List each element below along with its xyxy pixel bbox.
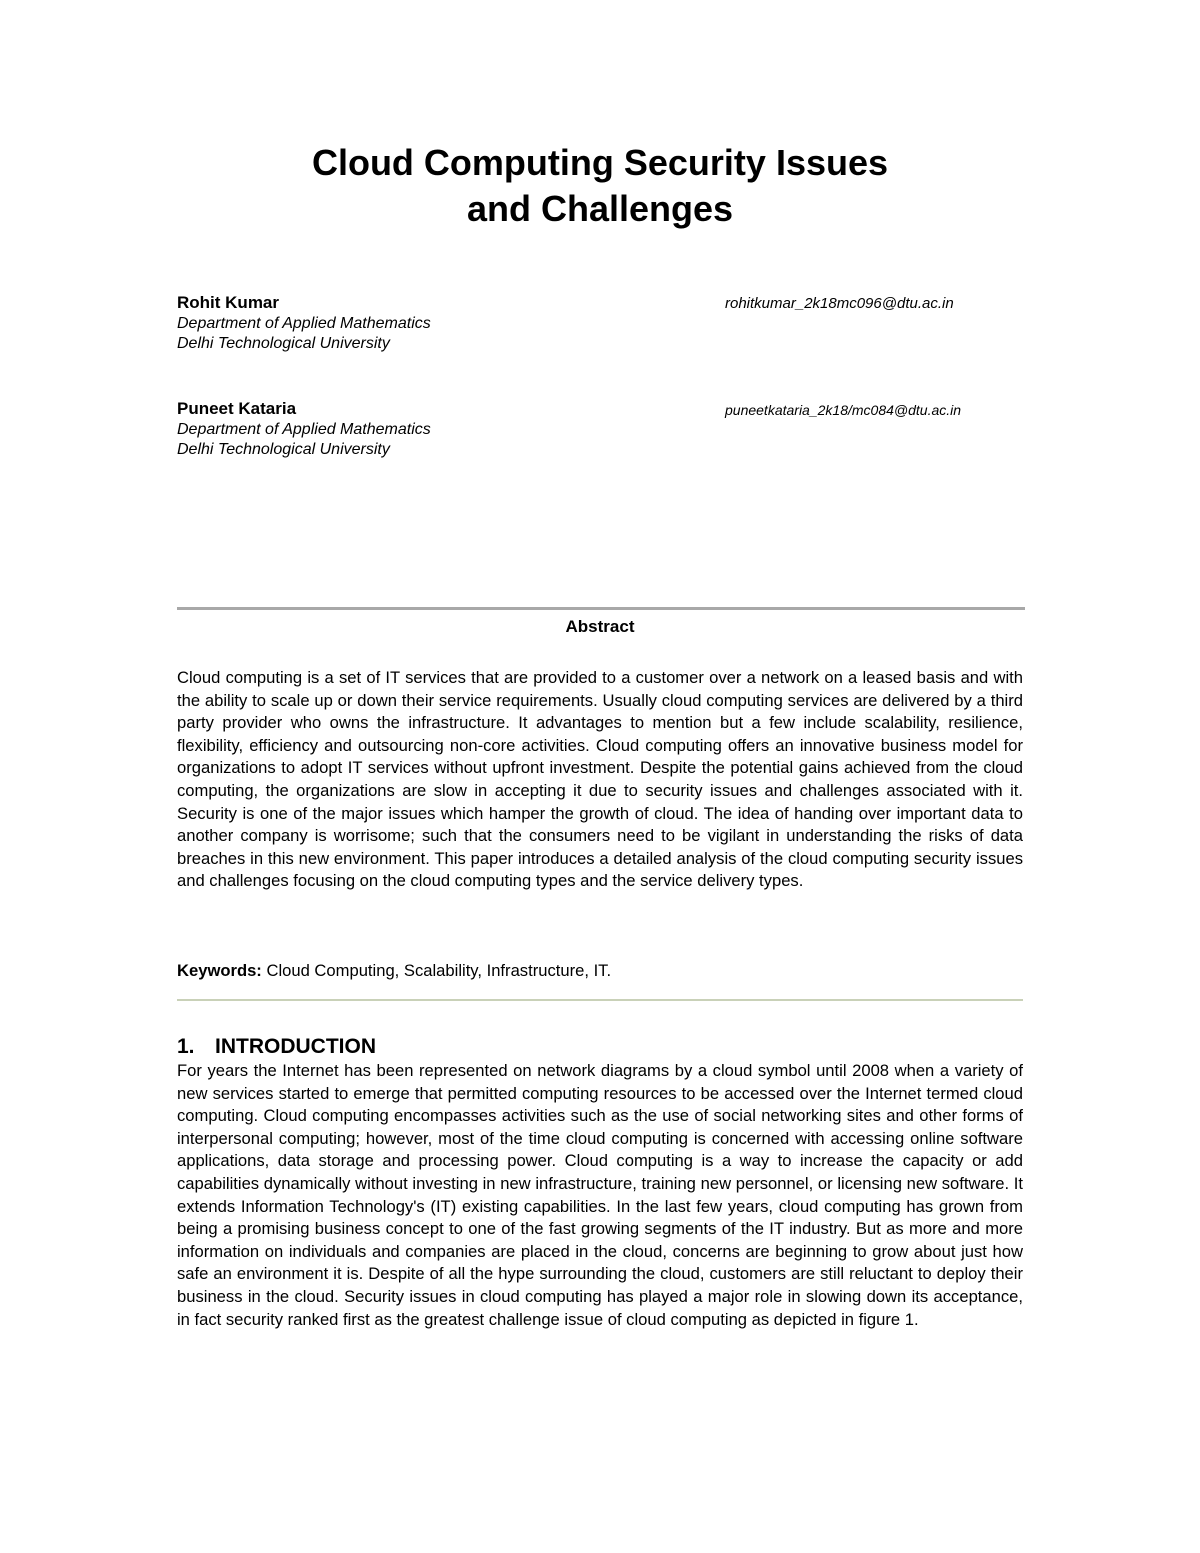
paper-page (177, 0, 1023, 1553)
author-department: Department of Applied Mathematics (177, 421, 431, 438)
keywords-line (177, 960, 1023, 982)
keywords-text: Cloud Computing, Scalability, Infrastructure, IT. (266, 961, 612, 980)
author-department: Department of Applied Mathematics (177, 315, 431, 332)
abstract-text: Cloud computing is a set of IT services that are provided to a customer over a network on a leased basis and with the ability to scale up or down their service requirements. Usually cloud computing services are delivered by a third party provider who owns the infrastructure. It advantages to mention but a few include scalability, resilience, flexibility, efficiency and outsourcing non-core activities. Cloud computing offers an innovative business model for organizations to adopt IT services without upfront investment. Despite the potential gains achieved from the cloud computing, the organizations are slow in accepting it due to security issues and challenges associated with it. Security is one of the major issues which hamper the growth of cloud. The idea of handing over important data to another company is worrisome; such that the consumers need to be vigilant in understanding the risks of data breaches in this new environment. This paper introduces a detailed analysis of the cloud computing security issues and challenges focusing on the cloud computing types and the service delivery types. (177, 668, 1023, 891)
section-number: 1. (177, 1035, 195, 1058)
author-email: puneetkataria_2k18/mc084@dtu.ac.in (725, 402, 962, 418)
paper-title (177, 140, 1023, 232)
section-heading-introduction (177, 1034, 1023, 1060)
section-title: INTRODUCTION (215, 1035, 376, 1058)
author-name: Puneet Kataria (177, 399, 297, 418)
author-email: rohitkumar_2k18mc096@dtu.ac.in (725, 295, 954, 312)
author-university: Delhi Technological University (177, 335, 390, 352)
abstract-heading: Abstract (565, 617, 635, 636)
author-block-1 (177, 292, 1023, 354)
author-block-2 (177, 398, 1023, 460)
title-line-1: Cloud Computing Security Issues (311, 142, 889, 183)
title-line-2: and Challenges (466, 188, 734, 229)
author-university: Delhi Technological University (177, 441, 390, 458)
author-name: Rohit Kumar (177, 293, 279, 312)
abstract-bottom-divider (177, 999, 1023, 1001)
abstract-top-divider (177, 607, 1025, 610)
keywords-label: Keywords: (177, 961, 262, 980)
introduction-text: For years the Internet has been represented on network diagrams by a cloud symbol until 2008 when a variety of new services started to emerge that permitted computing resources to be accessed over the Internet termed cloud computing. Cloud computing encompasses activities such as the use of social networking sites and other forms of interpersonal computing; however, most of the time cloud computing is concerned with accessing online software applications, data storage and processing power. Cloud computing is a way to increase the capacity or add capabilities dynamically without investing in new infrastructure, training new personnel, or licensing new software. It extends Information Technology's (IT) existing capabilities. In the last few years, cloud computing has grown from being a promising business concept to one of the fast growing segments of the IT industry. But as more and more information on individuals and companies are placed in the cloud, concerns are beginning to grow about just how safe an environment it is. Despite of all the hype surrounding the cloud, customers are still reluctant to deploy their business in the cloud. Security issues in cloud computing has played a major role in slowing down its acceptance, in fact security ranked first as the greatest challenge issue of cloud computing as depicted in figure 1. (177, 1061, 1023, 1329)
